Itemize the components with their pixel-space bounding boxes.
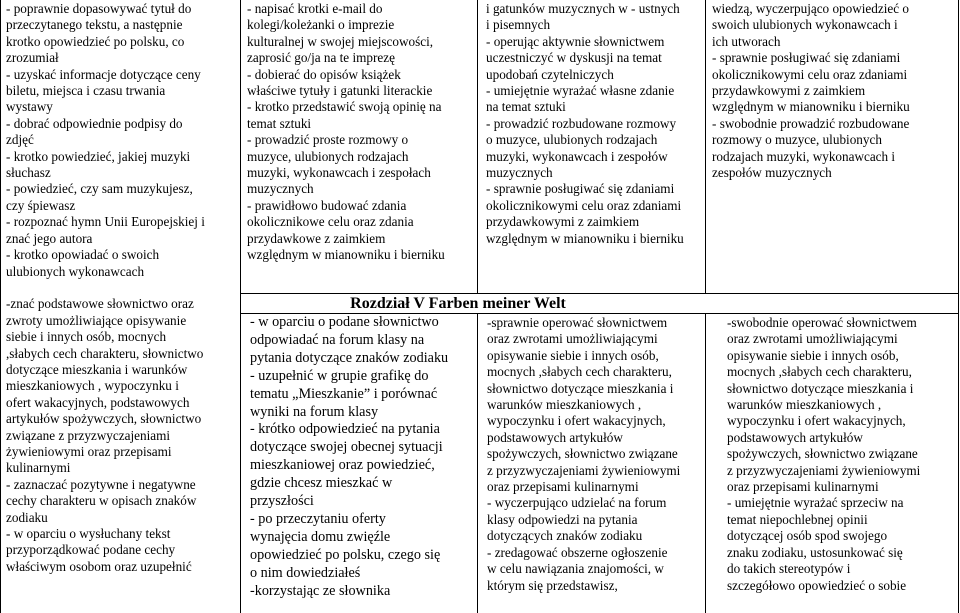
- text-line: przydawkowe z zaimkiem: [247, 230, 386, 246]
- text-line: ich utworach: [712, 33, 781, 49]
- text-line: opisywanie siebie i innych osób,: [727, 347, 899, 363]
- text-line: ulubionych wykonawcach: [6, 263, 145, 279]
- text-line: rodzajach muzyki, wykonawcach i: [712, 148, 896, 164]
- text-line: okolicznikowymi celu oraz zdaniami: [486, 197, 682, 213]
- text-line: okolicznikowe celu oraz zdania: [247, 214, 414, 230]
- text-line: - wyczerpująco udzielać na forum: [487, 495, 667, 511]
- text-line: okolicznikowymi celu oraz zdaniami: [712, 66, 908, 82]
- text-line: oraz przepisami kulinarnymi: [487, 479, 639, 495]
- text-line: przyszłości: [250, 493, 314, 510]
- text-line: - sprawnie posługiwać się zdaniami: [486, 181, 675, 197]
- text-line: wypoczynku i ofert wakacyjnych,: [727, 413, 906, 429]
- text-line: na temat sztuki: [486, 99, 566, 115]
- text-line: słownictwo dotyczące mieszkania i: [487, 380, 674, 396]
- text-line: siebie i innych osób, mocnych: [6, 329, 167, 345]
- text-line: oraz zwrotami umożliwiającymi: [487, 331, 658, 347]
- text-line: upodobań czytelniczych: [486, 66, 614, 82]
- text-line: kulinarnymi: [6, 460, 71, 476]
- text-line: - swobodnie prowadzić rozbudowane: [712, 115, 910, 131]
- text-line: znać jego autora: [6, 230, 93, 246]
- text-line: - uzupełnić w grupie grafikę do: [250, 367, 429, 384]
- column-divider: [477, 314, 478, 613]
- text-line: -swobodnie operować słownictwem: [727, 315, 917, 330]
- text-line: swoich ulubionych wykonawcach i: [712, 17, 898, 33]
- text-line: oraz przepisami kulinarnymi: [727, 479, 879, 495]
- cell-bottom-col2: [250, 314, 476, 613]
- text-line: [6, 280, 238, 296]
- text-line: - zredagować obszerne ogłoszenie: [487, 544, 668, 560]
- text-line: względnym w mianowniku i bierniku: [486, 230, 684, 246]
- text-line: warunków mieszkaniowych ,: [487, 397, 642, 413]
- text-line: i gatunków muzycznych w - ustnych: [486, 1, 680, 16]
- text-line: podstawowych artykułów: [487, 429, 623, 445]
- text-line: dotyczące mieszkania i warunków: [6, 361, 188, 377]
- cell-bottom-col4: [727, 315, 957, 613]
- text-line: spożywczych, słownictwo związane: [487, 446, 678, 462]
- section-heading-text: Rozdział V Farben meiner Welt: [350, 295, 566, 312]
- text-line: - krotko powiedzieć, jakiej muzyki: [6, 148, 191, 164]
- text-line: ofert wakacyjnych, podstawowych: [6, 394, 190, 410]
- text-line: muzyki, wykonawcach i zespołach: [247, 165, 431, 181]
- text-line: oraz zwrotami umożliwiającymi: [727, 331, 898, 347]
- text-line: zrozumiał: [6, 50, 59, 66]
- text-line: - krótko odpowiedzieć na pytania: [250, 421, 440, 438]
- text-line: mocnych ,słabych cech charakteru,: [727, 364, 912, 380]
- text-line: dotyczących znaków zodiaku: [487, 528, 643, 544]
- text-line: wypoczynku i ofert wakacyjnych,: [487, 413, 666, 429]
- text-line: uczestniczyć w dyskusji na temat: [486, 50, 662, 66]
- text-line: wiedzą, wyczerpująco opowiedzieć o: [712, 1, 909, 16]
- text-line: - umiejętnie wyrażać własne zdanie: [486, 83, 675, 99]
- text-line: - w oparciu o podane słownictwo: [250, 314, 439, 330]
- text-line: - prowadzić rozbudowane rozmowy: [486, 115, 677, 131]
- text-line: przydawkowymi z zaimkiem: [712, 83, 866, 99]
- text-line: przeczytanego tekstu, a następnie: [6, 17, 183, 33]
- cell-bottom-col3: [487, 315, 705, 613]
- text-line: temat niepochlebnej opinii: [727, 511, 868, 527]
- text-line: - dobrać odpowiednie podpisy do: [6, 115, 183, 131]
- text-line: - powiedzieć, czy sam muzykujesz,: [6, 181, 193, 197]
- text-line: - uzyskać informacje dotyczące ceny: [6, 66, 201, 82]
- text-line: klasy odpowiedzi na pytania: [487, 511, 638, 527]
- text-line: krotko opowiedzieć po polsku, co: [6, 33, 185, 49]
- text-line: wyniki na forum klasy: [250, 403, 379, 420]
- text-line: czy śpiewasz: [6, 197, 76, 213]
- text-line: znaku zodiaku, ustosunkować się: [727, 544, 903, 560]
- text-line: zaprosić go/ja na te imprezę: [247, 50, 395, 66]
- text-line: muzycznych: [486, 165, 553, 181]
- text-line: zwroty umożliwiające opisywanie: [6, 312, 187, 328]
- text-line: mieszkaniowych , wypoczynku i: [6, 378, 179, 394]
- text-line: opowiedzieć po polsku, czego się: [250, 546, 441, 563]
- text-line: muzycznych: [247, 181, 314, 197]
- text-line: - operując aktywnie słownictwem: [486, 33, 665, 49]
- column-divider: [705, 0, 706, 294]
- text-line: - umiejętnie wyrażać sprzeciw na: [727, 495, 904, 511]
- text-line: tematu „Mieszkanie” i porównać: [250, 385, 438, 402]
- text-line: - krotko przedstawić swoją opinię na: [247, 99, 442, 115]
- text-line: - prowadzić proste rozmowy o: [247, 132, 409, 148]
- text-line: związane z przyzwyczajeniami: [6, 427, 171, 443]
- text-line: biletu, miejsca i czasu trwania: [6, 83, 166, 99]
- text-line: zespołów muzycznych: [712, 165, 832, 181]
- text-line: dotyczące swojej obecnej sytuacji: [250, 439, 443, 456]
- text-line: i pisemnych: [486, 17, 551, 33]
- text-line: kolegi/koleżanki o imprezie: [247, 17, 395, 33]
- text-line: w celu nawiązania znajomości, w: [487, 561, 664, 577]
- cell-col1: [6, 1, 238, 613]
- text-line: właściwym osobom oraz uzupełnić: [6, 558, 192, 574]
- text-line: - rozpoznać hymn Unii Europejskiej i: [6, 214, 205, 230]
- text-line: względnym w mianowniku i bierniku: [712, 99, 910, 115]
- text-line: wystawy: [6, 99, 53, 115]
- text-line: -znać podstawowe słownictwo oraz: [6, 296, 194, 312]
- text-line: - w oparciu o wysłuchany tekst: [6, 526, 171, 541]
- text-line: - krotko opowiadać o swoich: [6, 247, 160, 263]
- text-line: podstawowych artykułów: [727, 429, 863, 445]
- text-line: zodiaku: [6, 509, 48, 525]
- cell-top-col2: [247, 1, 475, 293]
- column-divider: [705, 314, 706, 613]
- text-line: z przyzwyczajeniami żywieniowymi: [727, 462, 921, 478]
- text-line: z przyzwyczajeniami żywieniowymi: [487, 462, 681, 478]
- text-line: -sprawnie operować słownictwem: [487, 315, 668, 330]
- text-line: cechy charakteru w opisach znaków: [6, 493, 197, 509]
- text-line: rozmowy o muzyce, ulubionych: [712, 132, 882, 148]
- text-line: słuchasz: [6, 165, 51, 181]
- text-line: muzyce, ulubionych rodzajach: [247, 148, 409, 164]
- text-line: warunków mieszkaniowych ,: [727, 397, 882, 413]
- cell-top-col3: [486, 1, 704, 293]
- text-line: - dobierać do opisów książek: [247, 66, 401, 82]
- text-line: szczegółowo opowiedzieć o sobie: [727, 577, 907, 593]
- text-line: względnym w mianowniku i bierniku: [247, 247, 445, 263]
- cell-top-col4: [712, 1, 957, 293]
- text-line: opisywanie siebie i innych osób,: [487, 347, 659, 363]
- text-line: - poprawnie dopasowywać tytuł do: [6, 1, 192, 16]
- text-line: którym się przedstawisz,: [487, 577, 618, 593]
- text-line: zdjęć: [6, 132, 34, 148]
- text-line: dotyczącej osób spod swojego: [727, 528, 888, 544]
- text-line: temat sztuki: [247, 115, 312, 131]
- text-line: -korzystając ze słownika: [250, 582, 391, 599]
- text-line: przydawkowymi z zaimkiem: [486, 214, 640, 230]
- text-line: gdzie chcesz mieszkać w: [250, 475, 393, 492]
- text-line: odpowiadać na forum klasy na: [250, 331, 425, 348]
- text-line: artykułów spożywczych, słownictwo: [6, 411, 202, 427]
- text-line: muzyki, wykonawcach i zespołów: [486, 148, 668, 164]
- text-line: mieszkaniowej oraz powiedzieć,: [250, 457, 435, 474]
- text-line: słownictwo dotyczące mieszkania i: [727, 380, 914, 396]
- text-line: spożywczych, słownictwo związane: [727, 446, 918, 462]
- text-line: - napisać krotki e-mail do: [247, 1, 383, 16]
- text-line: przyporządkować podane cechy: [6, 542, 176, 558]
- text-line: - prawidłowo budować zdania: [247, 197, 407, 213]
- text-line: - po przeczytaniu oferty: [250, 510, 386, 527]
- text-line: pytania dotyczące znaków zodiaku: [250, 349, 449, 366]
- text-line: - zaznaczać pozytywne i negatywne: [6, 476, 196, 492]
- text-line: kulturalnej w swojej miejscowości,: [247, 33, 434, 49]
- column-divider: [477, 0, 478, 294]
- text-line: właściwe tytuły i gatunki literackie: [247, 83, 433, 99]
- text-line: wynajęcia domu zwięźle: [250, 528, 391, 545]
- text-line: do takich stereotypów i: [727, 561, 851, 577]
- text-line: mocnych ,słabych cech charakteru,: [487, 364, 672, 380]
- text-line: - sprawnie posługiwać się zdaniami: [712, 50, 901, 66]
- text-line: żywieniowymi oraz przepisami: [6, 443, 172, 459]
- text-line: o muzyce, ulubionych rodzajach: [486, 132, 658, 148]
- text-line: ,słabych cech charakteru, słownictwo: [6, 345, 204, 361]
- text-line: o nim dowiedziałeś: [250, 564, 361, 581]
